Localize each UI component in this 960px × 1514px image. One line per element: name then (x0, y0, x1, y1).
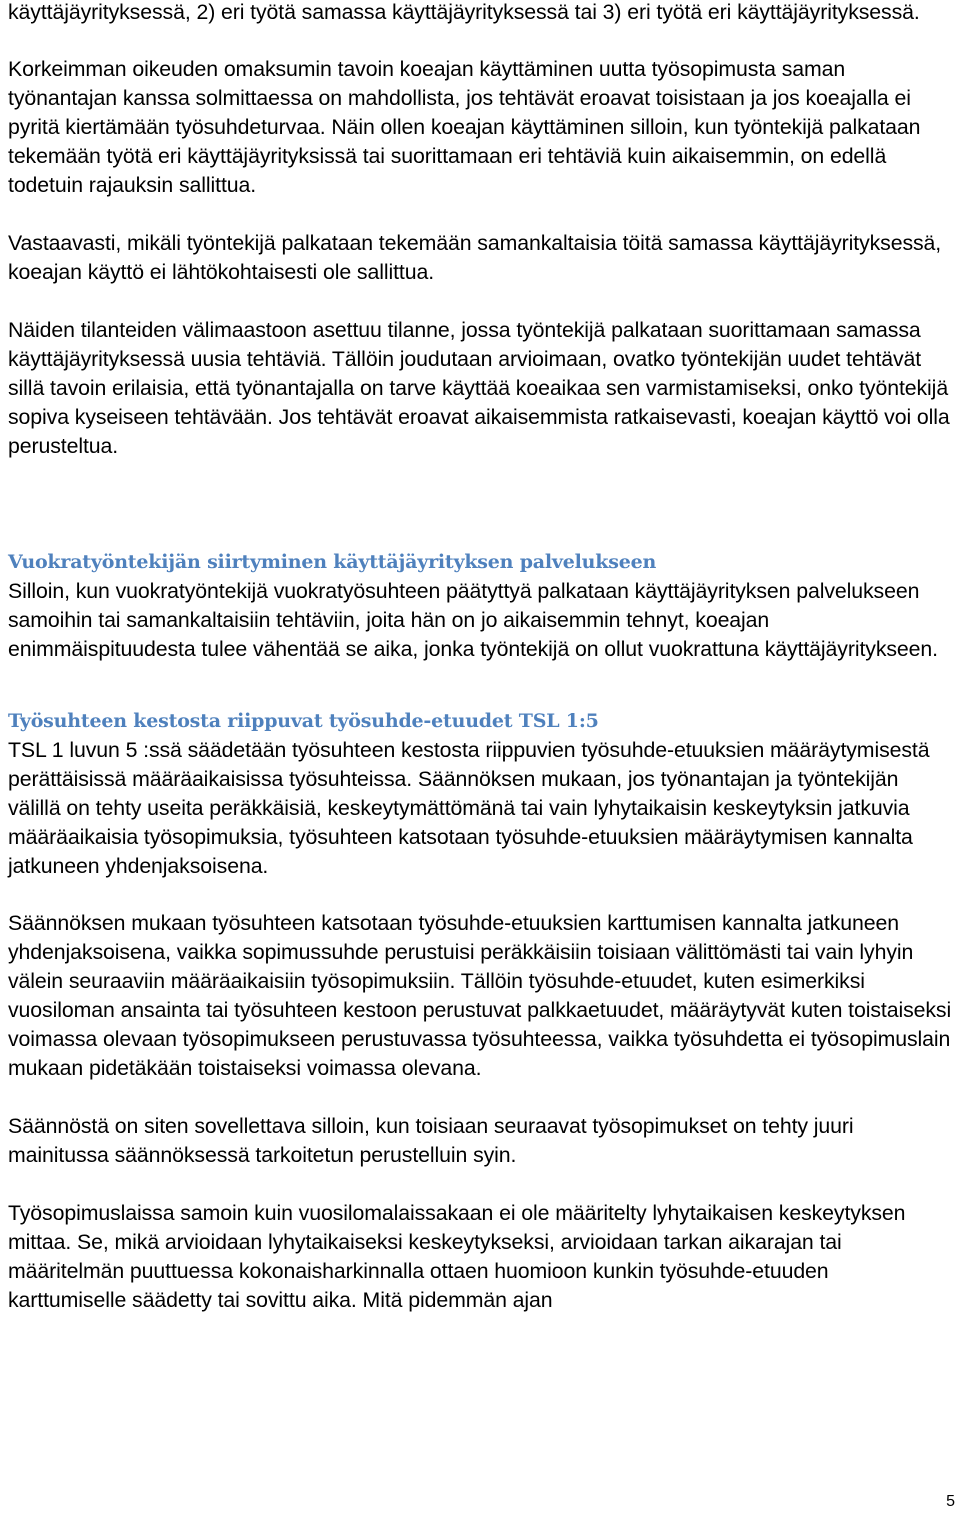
paragraph-temp-worker-transfer: Silloin, kun vuokratyöntekijä vuokratyösuhteen päätyttyä palkataan käyttäjäyrityksen palvelukseen samoihin tai samankaltaisiin tehtäviin, joita hän on jo aikaisemmin tehnyt, koeajan enimmäispituudesta tulee vähentää se aika, jonka työntekijä on ollut vuokrattuna käyttäjäyritykseen. (8, 579, 938, 661)
page-number: 5 (946, 1493, 955, 1510)
paragraph-justified-reasons: Säännöstä on siten sovellettava silloin, kun toisiaan seuraavat työsopimukset on tehty juuri mainitussa säännöksessä tarkoitetun perustelluin syin. (8, 1114, 854, 1167)
paragraph-short-interruption: Työsopimuslaissa samoin kuin vuosilomalaissakaan ei ole määritelty lyhytaikaisen keskeytyksen mittaa. Se, mikä arvioidaan lyhytaikaiseksi keskeytykseksi, arvioidaan tarkan aikarajan tai määritelmän puuttuessa kokonaisharkinnalla ottaen huomioon kunkin työsuhde-etuuden karttumiselle säädetty tai sovittu aika. Mitä pidemmän ajan (8, 1201, 906, 1312)
section-heading-temp-worker-transfer: Vuokratyöntekijän siirtyminen käyttäjäyrityksen palvelukseen (8, 551, 657, 573)
paragraph-intro-continuation: käyttäjäyrityksessä, 2) eri työtä samassa käyttäjäyrityksessä tai 3) eri työtä eri käyttäjäyrityksessä. (8, 0, 920, 24)
paragraph-supreme-court: Korkeimman oikeuden omaksumin tavoin koeajan käyttäminen uutta työsopimusta saman työnantajan kanssa solmittaessa on mahdollista, jos tehtävät eroavat toisistaan ja jos koeajalla ei pyritä kiertämään työsuhdeturvaa. Näin ollen koeajan käyttäminen silloin, kun työntekijä palkataan tekemään työtä eri käyttäjäyrityksissä tai suorittamaan eri tehtäviä kuin aikaisemmin, on edellä todetuin rajauksin sallittua. (8, 57, 921, 197)
section-heading-employment-benefits: Työsuhteen kestosta riippuvat työsuhde-etuudet TSL 1:5 (8, 710, 599, 732)
document-page (8, 0, 952, 1315)
paragraph-continuous-employment: Säännöksen mukaan työsuhteen katsotaan työsuhde-etuuksien karttumisen kannalta jatkuneen yhdenjaksoisena, vaikka sopimussuhde perustuisi peräkkäisiin toisiaan välittömästi tai vain lyhyin välein seuraaviin määräaikaisiin työsopimuksiin. Tällöin työsuhde-etuudet, kuten esimerkiksi vuosiloman ansainta tai työsuhteen kestoon perustuvat palkkaetuudet, määräytyvät kuten toistaiseksi voimassa olevaan työsopimukseen perustuvassa työsuhteessa, vaikka työsuhdetta ei työsopimuslain mukaan pidetäkään toistaiseksi voimassa olevana. (8, 911, 952, 1080)
paragraph-tsl-1-5: TSL 1 luvun 5 :ssä säädetään työsuhteen kestosta riippuvien työsuhde-etuuksien määräytymisestä perättäisissä määräaikaisissa työsuhteissa. Säännöksen mukaan, jos työnantajan ja työntekijän välillä on tehty useita peräkkäisiä, keskeytymättömänä tai vain lyhytaikaisin keskeytyksin jatkuvia määräaikaisia työsopimuksia, työsuhteen katsotaan työsuhde-etuuksien määräytymisen kannalta jatkuneen yhdenjaksoisena. (8, 738, 930, 878)
paragraph-new-tasks: Näiden tilanteiden välimaastoon asettuu tilanne, jossa työntekijä palkataan suorittamaan samassa käyttäjäyrityksessä uusia tehtäviä. Tällöin joudutaan arvioimaan, ovatko työntekijän uudet tehtävät sillä tavoin erilaisia, että työnantajalla on tarve käyttää koeaikaa sen varmistamiseksi, onko työntekijä sopiva kyseiseen tehtävään. Jos tehtävät eroavat aikaisemmista ratkaisevasti, koeajan käyttö voi olla perusteltua. (8, 318, 950, 458)
paragraph-similar-work: Vastaavasti, mikäli työntekijä palkataan tekemään samankaltaisia töitä samassa käyttäjäyrityksessä, koeajan käyttö ei lähtökohtaisesti ole sallittua. (8, 231, 942, 284)
